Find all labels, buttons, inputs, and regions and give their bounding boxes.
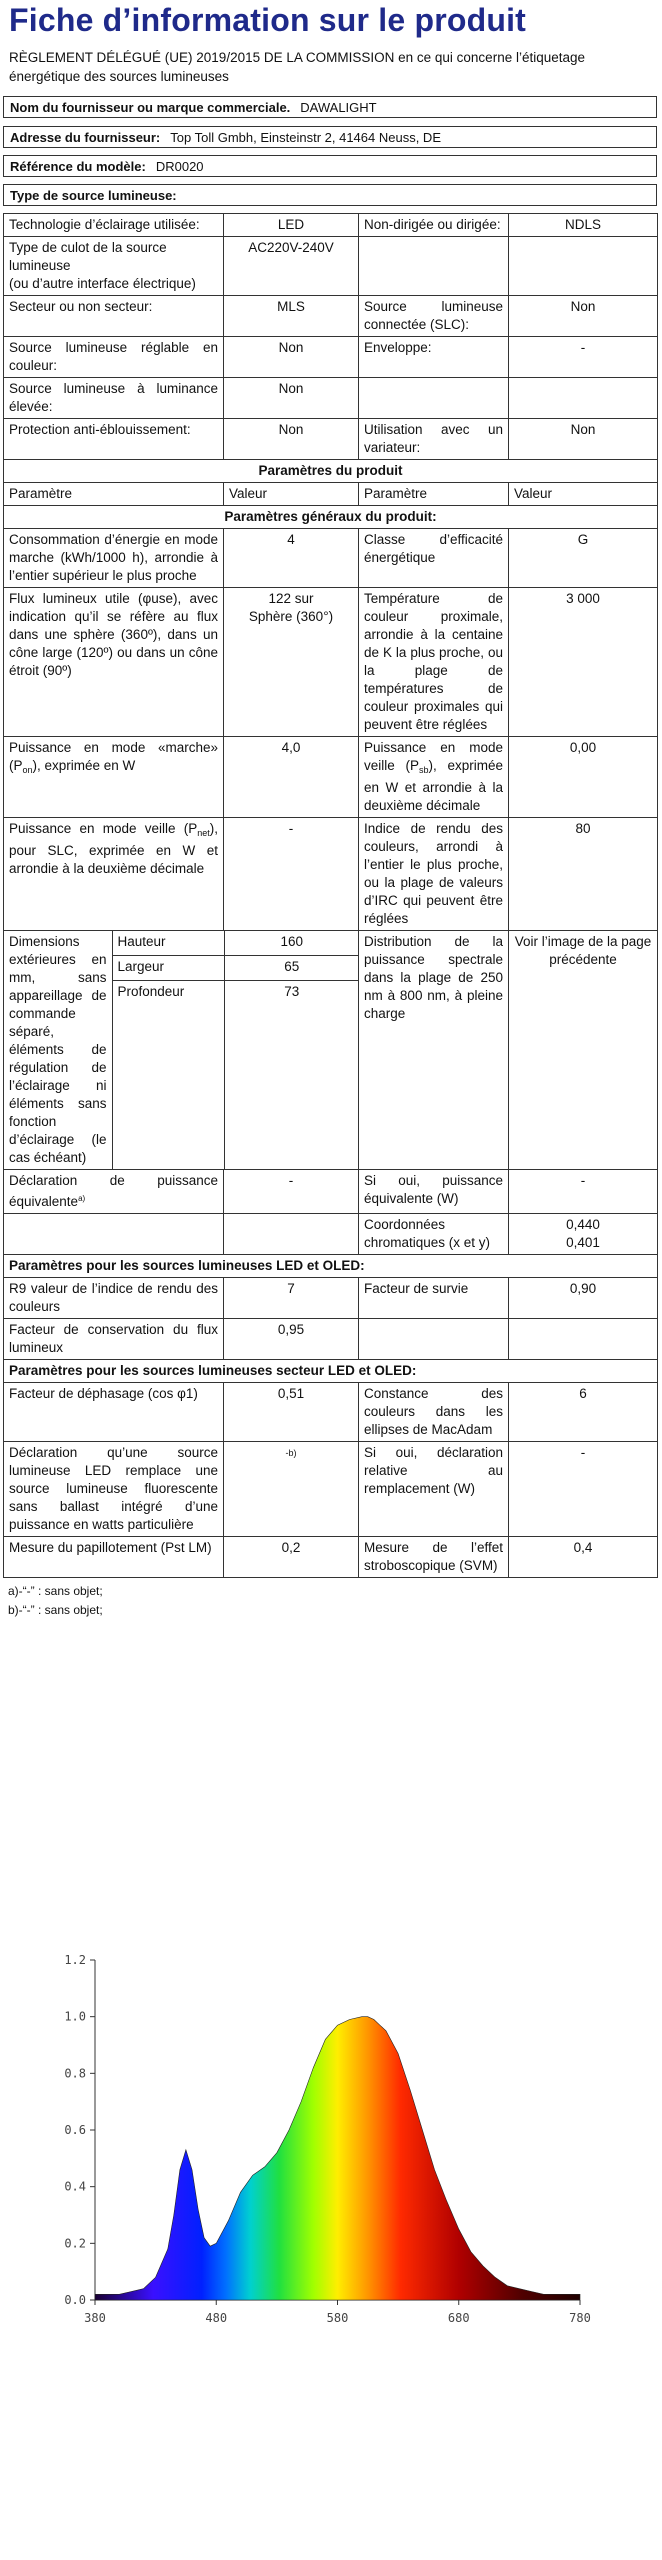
spec-value: - — [509, 1170, 658, 1214]
source-type-header — [3, 184, 657, 206]
spec-label: Enveloppe: — [359, 337, 509, 378]
psb-label-b: ), exprimée en W et arrondie à la deuxième décimale — [364, 758, 503, 813]
y-tick-label: 0.2 — [64, 2236, 86, 2251]
spec-label: Coordonnées chromatiques (x et y) — [359, 1214, 509, 1255]
source-type-header-text: Type de source lumineuse: — [10, 188, 177, 203]
spec-value: 80 — [509, 818, 658, 931]
spec-value: 0,2 — [224, 1537, 359, 1578]
pon-sub: on — [22, 765, 33, 775]
spec-label: Facteur de déphasage (cos φ1) — [4, 1383, 224, 1442]
spec-label: Flux lumineux utile (φuse), avec indication qu’il se réfère au flux dans une sphère (360º), dans un cône large (120º) ou dans un cône étroit (90º) — [4, 588, 224, 737]
model-ref-value: DR0020 — [155, 159, 204, 174]
table-row — [4, 419, 658, 460]
table-row — [4, 296, 658, 337]
spec-label: Si oui, déclaration relative au remplacement (W) — [359, 1442, 509, 1537]
spec-label: Facteur de survie — [359, 1278, 509, 1319]
table-row — [4, 737, 658, 818]
spec-value: MLS — [224, 296, 359, 337]
psb-sub: sb — [418, 765, 429, 775]
spec-label: Non-dirigée ou dirigée: — [359, 214, 509, 237]
spec-label — [4, 1170, 224, 1214]
regulation-text: RÈGLEMENT DÉLÉGUÉ (UE) 2019/2015 DE LA COMMISSION en ce qui concerne l’étiquetage énergétique des sources lumineuses — [9, 50, 586, 84]
spec-label — [4, 818, 224, 931]
dimensions-cell — [4, 931, 359, 1170]
column-header: Paramètre — [4, 483, 224, 506]
supplier-address-value: Top Toll Gmbh, Einsteinstr 2, 41464 Neuss, DE — [170, 130, 441, 145]
spec-label: Mesure de l’effet stroboscopique (SVM) — [359, 1537, 509, 1578]
spec-label: Indice de rendu des couleurs, arrondi à l’entier le plus proche, ou la plage de valeurs d’IRC qui peuvent être réglées — [359, 818, 509, 931]
table-row — [4, 818, 658, 931]
table-row — [4, 1442, 658, 1537]
page-title: Fiche d’information sur le produit — [9, 2, 527, 38]
spec-label: Secteur ou non secteur: — [4, 296, 224, 337]
supplier-name-label: Nom du fournisseur ou marque commerciale. — [10, 100, 291, 115]
table-row — [4, 588, 658, 737]
spec-value — [509, 1214, 658, 1255]
spec-value: - — [509, 337, 658, 378]
spec-value: 0,90 — [509, 1278, 658, 1319]
supplier-address-label: Adresse du fournisseur: — [10, 130, 161, 145]
table-row — [4, 214, 658, 237]
spec-label: Protection anti-éblouissement: — [4, 419, 224, 460]
spec-value: Non — [224, 337, 359, 378]
model-ref-label: Référence du modèle: — [10, 159, 146, 174]
spec-value — [224, 1214, 359, 1255]
pnet-label-b: ), pour SLC, exprimée en W et arrondie à la deuxième décimale — [9, 821, 218, 876]
section-header-row — [4, 460, 658, 483]
spec-value: 0,00 — [509, 737, 658, 818]
column-header: Paramètre — [359, 483, 509, 506]
dim-width-label: Largeur — [112, 956, 224, 981]
psb-label-a: Puissance en mode veille (P — [364, 740, 503, 773]
spec-value: -b) — [224, 1442, 359, 1537]
spec-value: 0,51 — [224, 1383, 359, 1442]
equiv-footnote-ref: a) — [78, 1194, 86, 1203]
table-row — [4, 1214, 658, 1255]
spectrum-chart — [40, 1950, 600, 2350]
x-tick-label: 680 — [447, 2311, 470, 2325]
spec-value: Non — [509, 296, 658, 337]
pnet-label-a: Puissance en mode veille (P — [9, 821, 198, 836]
spec-value: LED — [224, 214, 359, 237]
dim-depth-label: Profondeur — [112, 981, 224, 1169]
flux-value-line1: 122 sur — [268, 591, 314, 606]
supplier-name-value: DAWALIGHT — [300, 100, 377, 115]
cap-type-label: Type de culot de la source lumineuse — [9, 240, 167, 273]
led-params-header: Paramètres pour les sources lumineuses LED et OLED: — [4, 1255, 658, 1278]
dimensions-label: Dimensions extérieures en mm, sans appareillage de commande séparé, éléments de régulation de l’éclairage ni éléments sans fonction d’éclairage (le cas échéant) — [4, 931, 112, 1169]
product-params-header: Paramètres du produit — [4, 460, 658, 483]
footnote-b: b)-“-” : sans objet; — [8, 1603, 103, 1617]
spec-label: Distribution de la puissance spectrale dans la plage de 250 nm à 800 nm, à pleine charge — [359, 931, 509, 1170]
spec-label: Déclaration qu’une source lumineuse LED remplace une source lumineuse fluorescente sans ballast intégré d’une puissance en watts particulière — [4, 1442, 224, 1537]
table-row — [4, 931, 658, 1170]
spec-value — [224, 588, 359, 737]
x-axis — [84, 2300, 591, 2325]
spec-label: Constance des couleurs dans les ellipses de MacAdam — [359, 1383, 509, 1442]
spec-value — [509, 1319, 658, 1360]
table-row — [4, 1537, 658, 1578]
spec-value: G — [509, 529, 658, 588]
spec-label: Source lumineuse connectée (SLC): — [359, 296, 509, 337]
y-tick-label: 0.8 — [64, 2066, 86, 2081]
y-tick-label: 0.6 — [64, 2123, 86, 2137]
spec-label: Si oui, puissance équivalente (W) — [359, 1170, 509, 1214]
spec-label: Température de couleur proximale, arrondie à la centaine de K la plus proche, ou la plage de températures de couleur proximales qui peuvent être réglées — [359, 588, 509, 737]
equiv-label: Déclaration de puissance équivalente — [9, 1173, 218, 1209]
cap-type-note: (ou d’autre interface électrique) — [9, 276, 196, 291]
table-row — [4, 1383, 658, 1442]
spec-value: - — [224, 1170, 359, 1214]
spec-label: Utilisation avec un variateur: — [359, 419, 509, 460]
x-tick-label: 380 — [84, 2311, 106, 2325]
spec-value: 0,4 — [509, 1537, 658, 1578]
table-row — [4, 1278, 658, 1319]
section-header-row — [4, 1255, 658, 1278]
spec-label — [4, 1214, 224, 1255]
supplier-address-row — [3, 126, 657, 148]
spec-label — [4, 237, 224, 296]
pon-label-b: ), exprimée en W — [32, 758, 136, 773]
dim-width-value: 65 — [224, 956, 359, 981]
dim-height-label: Hauteur — [112, 931, 224, 956]
section-header-row — [4, 1360, 658, 1383]
table-row — [4, 337, 658, 378]
spec-label: Source lumineuse réglable en couleur: — [4, 337, 224, 378]
chroma-y: 0,401 — [566, 1235, 600, 1250]
spec-value: 3 000 — [509, 588, 658, 737]
spectrum-area — [95, 2017, 580, 2300]
footnote-a: a)-“-” : sans objet; — [8, 1584, 103, 1598]
spec-label — [359, 737, 509, 818]
spec-value — [509, 378, 658, 419]
spec-value: AC220V-240V — [224, 237, 359, 296]
x-tick-label: 580 — [326, 2311, 349, 2325]
spec-value: Non — [509, 419, 658, 460]
spec-label: Facteur de conservation du flux lumineux — [4, 1319, 224, 1360]
chroma-x: 0,440 — [566, 1217, 600, 1232]
spec-label: Mesure du papillotement (Pst LM) — [4, 1537, 224, 1578]
table-row — [4, 1170, 658, 1214]
dim-depth-value: 73 — [284, 984, 300, 1000]
x-tick-label: 480 — [205, 2311, 228, 2325]
flux-value-line2: Sphère (360°) — [248, 609, 334, 624]
table-row — [4, 378, 658, 419]
column-header: Valeur — [509, 483, 658, 506]
column-header-row — [4, 483, 658, 506]
spec-value: NDLS — [509, 214, 658, 237]
mains-params-header: Paramètres pour les sources lumineuses secteur LED et OLED: — [4, 1360, 658, 1383]
spec-label — [359, 1319, 509, 1360]
y-tick-label: 0.0 — [64, 2293, 86, 2307]
spec-value: Voir l’image de la page précédente — [509, 931, 658, 1170]
pon-label-a: Puissance en mode «marche» (P — [9, 740, 218, 773]
y-axis — [64, 1953, 95, 2307]
supplier-name-row — [3, 96, 657, 118]
spec-label — [359, 378, 509, 419]
section-header-row — [4, 506, 658, 529]
spec-value: - — [509, 1442, 658, 1537]
x-tick-label: 780 — [569, 2311, 591, 2325]
spec-label: Consommation d’énergie en mode marche (kWh/1000 h), arrondie à l’entier supérieur le plus proche — [4, 529, 224, 588]
spec-label — [4, 737, 224, 818]
model-ref-row — [3, 155, 657, 177]
spec-value: 6 — [509, 1383, 658, 1442]
spec-label: R9 valeur de l’indice de rendu des couleurs — [4, 1278, 224, 1319]
table-row — [4, 237, 658, 296]
dim-height-value: 160 — [224, 931, 359, 956]
footnotes — [8, 1582, 103, 1620]
spec-value — [509, 237, 658, 296]
spec-value: - — [224, 818, 359, 931]
spec-value: Non — [224, 378, 359, 419]
y-tick-label: 1.2 — [64, 1953, 86, 1967]
spec-label — [359, 237, 509, 296]
table-row — [4, 529, 658, 588]
spec-value: 0,95 — [224, 1319, 359, 1360]
spec-label: Technologie d’éclairage utilisée: — [4, 214, 224, 237]
table-row — [4, 1319, 658, 1360]
spec-value: 4 — [224, 529, 359, 588]
y-tick-label: 1.0 — [64, 2009, 86, 2024]
spec-value: 4,0 — [224, 737, 359, 818]
column-header: Valeur — [224, 483, 359, 506]
pnet-sub: net — [197, 828, 210, 838]
spec-value: Non — [224, 419, 359, 460]
spec-table — [3, 213, 658, 1578]
spec-label: Source lumineuse à luminance élevée: — [4, 378, 224, 419]
spec-label: Classe d’efficacité énergétique — [359, 529, 509, 588]
general-params-header: Paramètres généraux du produit: — [4, 506, 658, 529]
spec-value: 7 — [224, 1278, 359, 1319]
y-tick-label: 0.4 — [64, 2179, 86, 2194]
